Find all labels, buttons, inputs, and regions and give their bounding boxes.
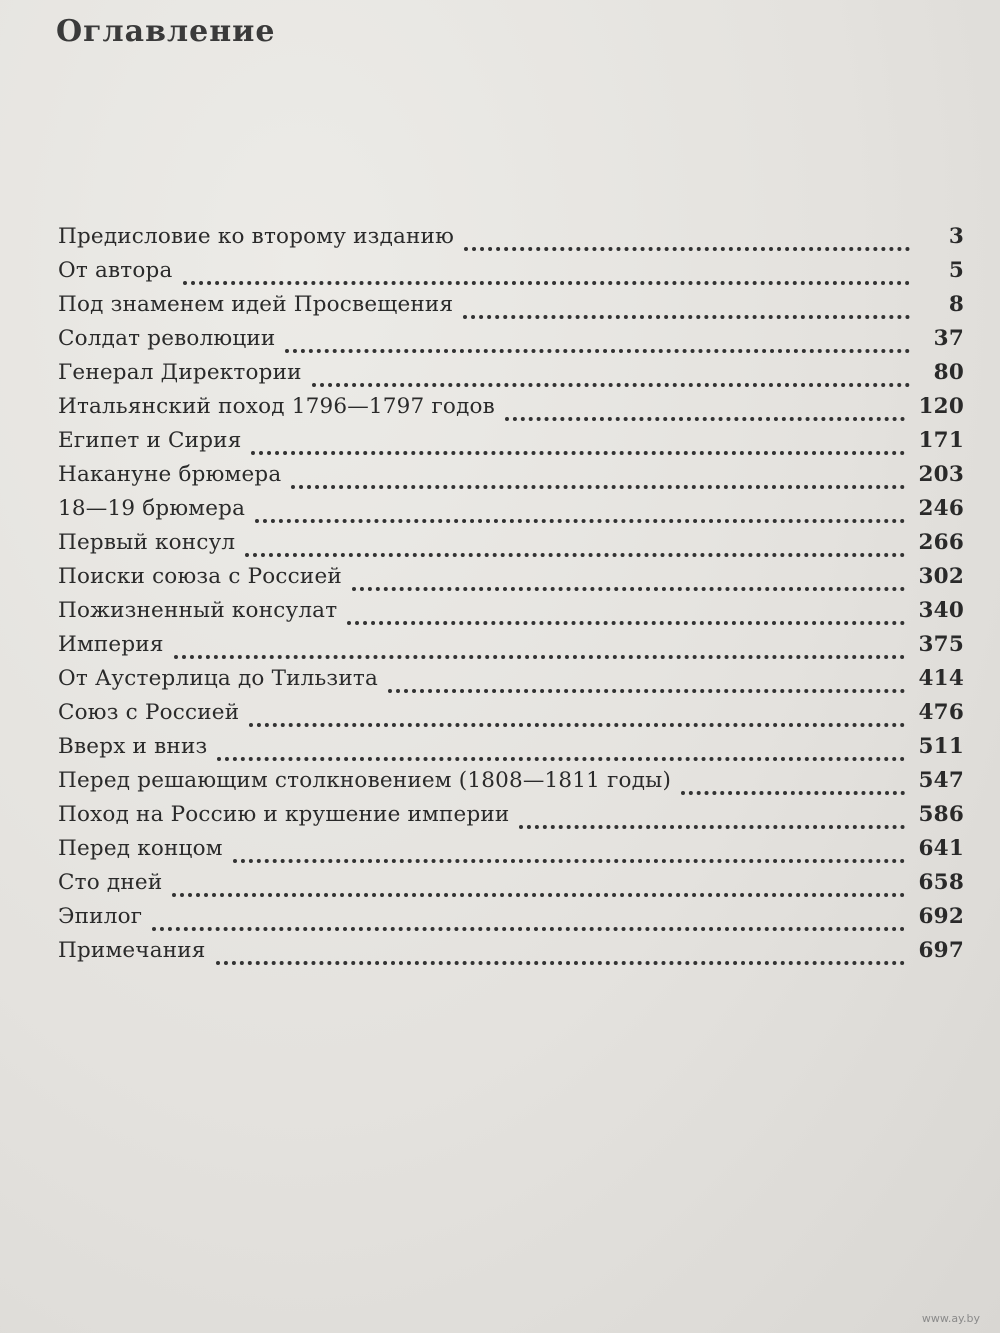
toc-entry-page: 302 — [918, 564, 964, 589]
toc-entry-title: Пожизненный консулат — [58, 598, 338, 623]
dot-leader — [183, 277, 911, 285]
toc-entry-title: 18—19 брюмера — [58, 496, 246, 521]
toc-entry-title: От Аустерлица до Тильзита — [58, 666, 378, 691]
dot-leader — [245, 549, 904, 557]
toc-entry-title: Примечания — [58, 938, 206, 963]
toc-entry-title: Поиски союза с Россией — [58, 564, 342, 589]
toc-entry-title: Поход на Россию и крушение империи — [58, 802, 510, 827]
dot-leader — [291, 481, 904, 489]
dot-leader — [172, 889, 904, 897]
toc-entry — [58, 802, 964, 836]
toc-entry-page: 340 — [918, 598, 964, 623]
toc-entry-page: 658 — [918, 870, 964, 895]
dot-leader — [255, 515, 904, 523]
toc-entry — [58, 462, 964, 496]
toc-entry-page: 5 — [948, 258, 964, 283]
dot-leader — [217, 753, 904, 761]
toc-entry-title: Египет и Сирия — [58, 428, 242, 453]
dot-leader — [352, 583, 905, 591]
toc-entry — [58, 598, 964, 632]
dot-leader — [388, 685, 905, 693]
toc-entry — [58, 836, 964, 870]
toc-entry-page: 547 — [918, 768, 964, 793]
toc-entry — [58, 632, 964, 666]
toc-entry-title: Итальянский поход 1796—1797 годов — [58, 394, 495, 419]
dot-leader — [174, 651, 905, 659]
toc-entry-title: Империя — [58, 632, 164, 657]
toc-entry-page: 511 — [918, 734, 964, 759]
dot-leader — [505, 413, 905, 421]
toc-entry-title: Первый консул — [58, 530, 236, 555]
toc-entry-title: Под знаменем идей Просвещения — [58, 292, 454, 317]
toc-entry-page: 476 — [918, 700, 964, 725]
toc-entry — [58, 564, 964, 598]
toc-entry-page: 697 — [918, 938, 964, 963]
dot-leader — [216, 957, 905, 965]
toc-entry — [58, 224, 964, 258]
dot-leader — [347, 617, 904, 625]
toc-entry-title: Солдат революции — [58, 326, 276, 351]
toc-entry-title: Союз с Россией — [58, 700, 240, 725]
toc-entry-page: 3 — [948, 224, 964, 249]
toc-entry-title: Генерал Директории — [58, 360, 302, 385]
watermark: www.ay.by — [921, 1312, 980, 1325]
dot-leader — [249, 719, 904, 727]
toc-entry — [58, 904, 964, 938]
dot-leader — [152, 923, 904, 931]
toc-entry-title: Эпилог — [58, 904, 143, 929]
toc-entry-page: 171 — [918, 428, 964, 453]
toc-entry-title: От автора — [58, 258, 173, 283]
dot-leader — [464, 243, 910, 251]
dot-leader — [251, 447, 904, 455]
toc-entry-page: 120 — [918, 394, 964, 419]
toc-entry-page: 414 — [918, 666, 964, 691]
toc-entry-title: Предисловие ко второму изданию — [58, 224, 455, 249]
toc-entry-title: Перед концом — [58, 836, 223, 861]
toc-entry-page: 80 — [933, 360, 964, 385]
toc-entry-page: 692 — [918, 904, 964, 929]
dot-leader — [519, 821, 904, 829]
toc-entry-title: Вверх и вниз — [58, 734, 208, 759]
toc-entry-page: 641 — [918, 836, 964, 861]
toc-entry — [58, 870, 964, 904]
toc-entry-title: Накануне брюмера — [58, 462, 282, 487]
dot-leader — [285, 345, 910, 353]
toc-entry-title: Перед решающим столкновением (1808—1811 годы) — [58, 768, 672, 793]
toc-entry-page: 375 — [918, 632, 964, 657]
toc-entry-page: 586 — [918, 802, 964, 827]
toc-entry — [58, 326, 964, 360]
toc-entry — [58, 700, 964, 734]
toc-entry — [58, 258, 964, 292]
toc-entry — [58, 938, 964, 972]
toc-entry-page: 203 — [918, 462, 964, 487]
toc-entry-page: 266 — [918, 530, 964, 555]
dot-leader — [233, 855, 905, 863]
toc-entry — [58, 394, 964, 428]
toc-entry-page: 8 — [948, 292, 964, 317]
toc-entry — [58, 428, 964, 462]
toc-entry-page: 246 — [918, 496, 964, 521]
toc-entry — [58, 292, 964, 326]
dot-leader — [463, 311, 910, 319]
dot-leader — [312, 379, 910, 387]
toc-entry — [58, 768, 964, 802]
toc-entry — [58, 496, 964, 530]
toc-entry — [58, 734, 964, 768]
toc-entry — [58, 666, 964, 700]
toc-entry — [58, 530, 964, 564]
toc-entry-title: Сто дней — [58, 870, 163, 895]
page-title: Оглавление — [56, 14, 276, 49]
table-of-contents — [58, 224, 964, 972]
toc-entry — [58, 360, 964, 394]
toc-entry-page: 37 — [933, 326, 964, 351]
dot-leader — [681, 787, 904, 795]
